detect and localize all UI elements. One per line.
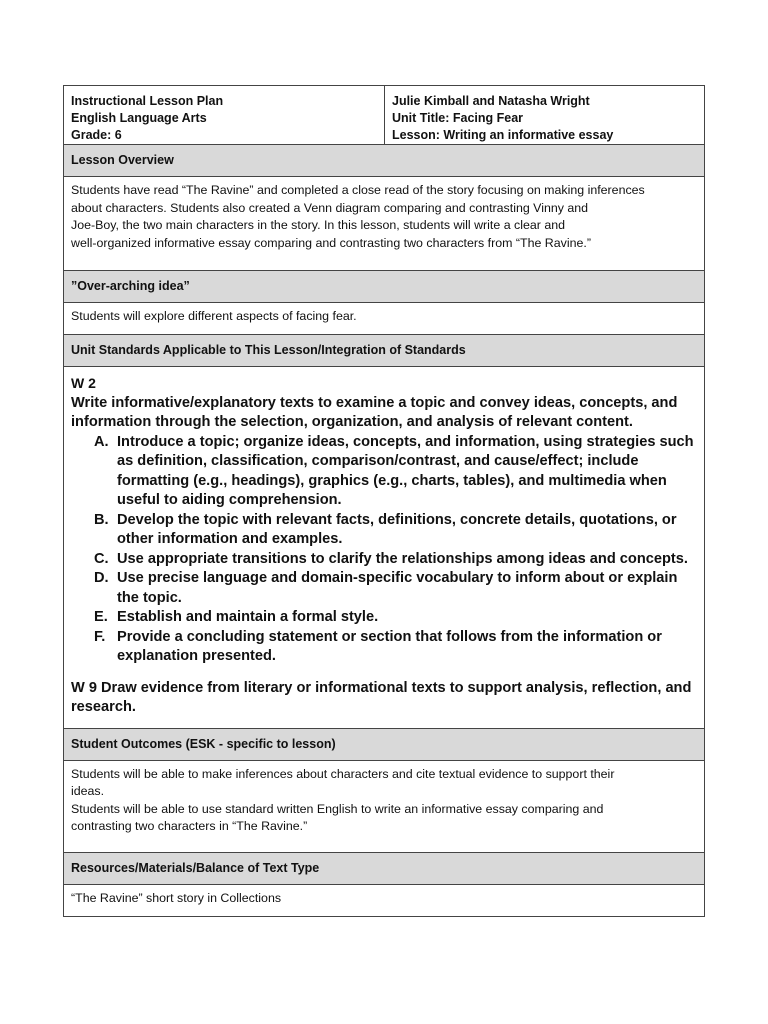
lesson-plan-table <box>63 85 705 917</box>
unit-title: Unit Title: Facing Fear <box>392 111 524 125</box>
list-item <box>71 608 698 628</box>
list-marker: B. <box>94 511 109 528</box>
resources-heading: Resources/Materials/Balance of Text Type <box>71 860 320 875</box>
list-item-text: Use appropriate transitions to clarify the relationships among ideas and concepts. <box>117 550 688 567</box>
list-item-text: Provide a concluding statement or section that follows from the information or explanation presented. <box>117 628 662 664</box>
header-row <box>64 86 705 145</box>
overarching-heading-row <box>64 271 705 303</box>
overview-line: Joe-Boy, the two main characters in the story. In this lesson, students will write a clear and <box>71 218 566 232</box>
outcome-line: Students will be able to make inferences about characters and cite textual evidence to support their <box>71 766 615 781</box>
standard-w2-intro: Write informative/explanatory texts to examine a topic and convey ideas, concepts, and information through the selection, organization, and analysis of relevant content. <box>71 394 678 430</box>
list-item <box>71 569 698 608</box>
list-marker: F. <box>94 628 106 645</box>
list-item-text: Develop the topic with relevant facts, definitions, concrete details, quotations, or other information and examples. <box>117 511 677 547</box>
list-item-text: Introduce a topic; organize ideas, concepts, and information, using strategies such as definition, classification, comparison/contrast, and cause/effect; include formatting (e.g., headings), graphics (e.g., charts, tables), and multimedia when useful to aiding comprehension. <box>117 433 694 508</box>
overview-line: Students have read “The Ravine” and completed a close read of the story focusing on making inferences <box>71 183 645 197</box>
overarching-body-row <box>64 303 705 335</box>
outcome-line: Students will be able to use standard written English to write an informative essay comparing and <box>71 801 604 816</box>
overview-heading-row <box>64 145 705 177</box>
authors: Julie Kimball and Natasha Wright <box>392 94 590 108</box>
subject: English Language Arts <box>71 111 207 125</box>
list-item <box>71 433 698 511</box>
outcomes-body-row <box>64 760 705 852</box>
standard-w2-list <box>71 433 698 667</box>
list-item-text: Establish and maintain a formal style. <box>117 609 379 625</box>
outcome-line: contrasting two characters in “The Ravine.” <box>71 819 308 833</box>
resources-text: “The Ravine” short story in Collections <box>71 890 282 905</box>
list-marker: E. <box>94 609 108 625</box>
outcomes-heading: Student Outcomes (ESK - specific to lesson) <box>71 736 336 751</box>
list-item-text: Use precise language and domain-specific vocabulary to inform about or explain the topic. <box>117 570 678 606</box>
plan-type: Instructional Lesson Plan <box>71 94 224 108</box>
list-item <box>71 628 698 667</box>
lesson-plan-document <box>63 85 704 917</box>
overview-heading: Lesson Overview <box>71 153 174 167</box>
header-left-cell <box>64 86 385 145</box>
outcomes-heading-row <box>64 728 705 760</box>
list-marker: A. <box>94 433 109 450</box>
overarching-heading: ”Over-arching idea” <box>71 279 190 293</box>
overview-body-row <box>64 177 705 271</box>
lesson-title: Lesson: Writing an informative essay <box>392 128 614 142</box>
overarching-text: Students will explore different aspects of facing fear. <box>71 309 357 323</box>
overview-line: about characters. Students also created a Venn diagram comparing and contrasting Vinny and <box>71 200 589 215</box>
list-marker: D. <box>94 570 109 586</box>
standard-code-w2: W 2 <box>71 375 96 391</box>
resources-body-row <box>64 884 705 916</box>
standard-w9: W 9 Draw evidence from literary or informational texts to support analysis, reflection, and research. <box>71 679 692 715</box>
resources-heading-row <box>64 852 705 884</box>
list-marker: C. <box>94 550 109 567</box>
standards-body-row <box>64 367 705 729</box>
grade: Grade: 6 <box>71 128 122 142</box>
standards-heading: Unit Standards Applicable to This Lesson/Integration of Standards <box>71 343 466 357</box>
outcome-line: ideas. <box>71 784 105 798</box>
overview-line: well-organized informative essay comparing and contrasting two characters from “The Ravine.” <box>71 235 591 250</box>
list-item <box>71 550 698 570</box>
list-item <box>71 511 698 550</box>
standards-heading-row <box>64 335 705 367</box>
header-right-cell <box>385 86 705 145</box>
